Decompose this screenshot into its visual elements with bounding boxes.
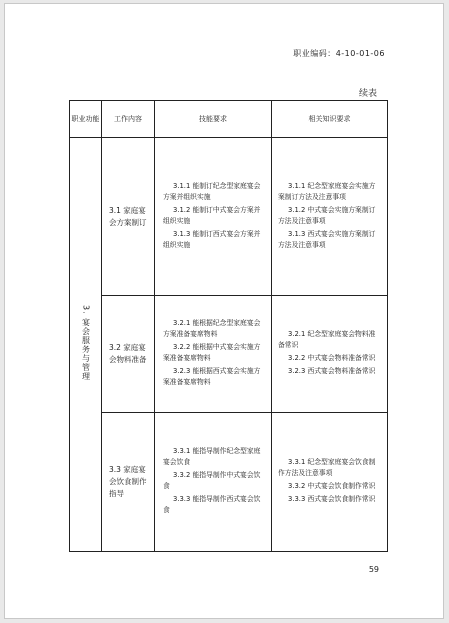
knowledge-cell [272, 413, 388, 552]
knowledge-cell [272, 138, 388, 296]
skill-item: 3.2.1 能根据纪念型家庭宴会方案准备宴席物料 [163, 319, 261, 338]
skill-item: 3.3.1 能指导制作纪念型家庭宴会饮食 [163, 447, 261, 466]
table-row [70, 413, 388, 552]
knowledge-item: 3.3.1 纪念型家庭宴会饮食制作方法及注意事项 [278, 458, 376, 477]
table-row [70, 138, 388, 296]
skill-item: 3.3.3 能指导制作西式宴会饮食 [163, 495, 261, 514]
knowledge-item: 3.2.2 中式宴会物料准备常识 [288, 354, 376, 362]
function-label: 3. 宴会服务与管理 [81, 305, 91, 382]
skills-cell [155, 138, 272, 296]
skill-item: 3.1.3 能制订西式宴会方案并组织实施 [163, 229, 261, 249]
table-row [70, 296, 388, 413]
knowledge-item: 3.1.2 中式宴会实施方案制订方法及注意事项 [278, 205, 376, 225]
knowledge-item: 3.3.3 西式宴会饮食制作常识 [288, 495, 376, 503]
table-header-row [70, 101, 388, 138]
header-function: 职业功能 [70, 101, 102, 138]
knowledge-cell [272, 296, 388, 413]
standards-table [69, 100, 388, 552]
document-page [4, 3, 444, 619]
work-cell: 3.2 家庭宴会物料准备 [102, 296, 155, 413]
header-knowledge: 相关知识要求 [272, 101, 388, 138]
knowledge-item: 3.2.3 西式宴会物料准备常识 [288, 367, 376, 375]
occupation-code: 职业编码：4-10-01-06 [293, 49, 385, 58]
skill-item: 3.1.1 能制订纪念型家庭宴会方案并组织实施 [163, 181, 261, 201]
knowledge-item: 3.3.2 中式宴会饮食制作常识 [288, 482, 376, 490]
function-cell [70, 138, 102, 552]
skill-item: 3.1.2 能制订中式宴会方案并组织实施 [163, 205, 261, 225]
header-skills: 技能要求 [155, 101, 272, 138]
work-cell: 3.3 家庭宴会饮食制作指导 [102, 413, 155, 552]
skill-item: 3.3.2 能指导制作中式宴会饮食 [163, 471, 261, 490]
work-cell: 3.1 家庭宴会方案制订 [102, 138, 155, 296]
skills-cell [155, 413, 272, 552]
skill-item: 3.2.3 能根据西式宴会实施方案准备宴席物料 [163, 367, 261, 386]
continued-label: 续表 [358, 89, 377, 99]
knowledge-item: 3.1.3 西式宴会实施方案制订方法及注意事项 [278, 229, 376, 249]
page-number: 59 [368, 565, 379, 574]
knowledge-item: 3.2.1 纪念型家庭宴会物料准备常识 [278, 330, 376, 349]
skill-item: 3.2.2 能根据中式宴会实施方案准备宴席物料 [163, 343, 261, 362]
knowledge-item: 3.1.1 纪念型家庭宴会实施方案制订方法及注意事项 [278, 181, 376, 201]
skills-cell [155, 296, 272, 413]
header-work: 工作内容 [102, 101, 155, 138]
